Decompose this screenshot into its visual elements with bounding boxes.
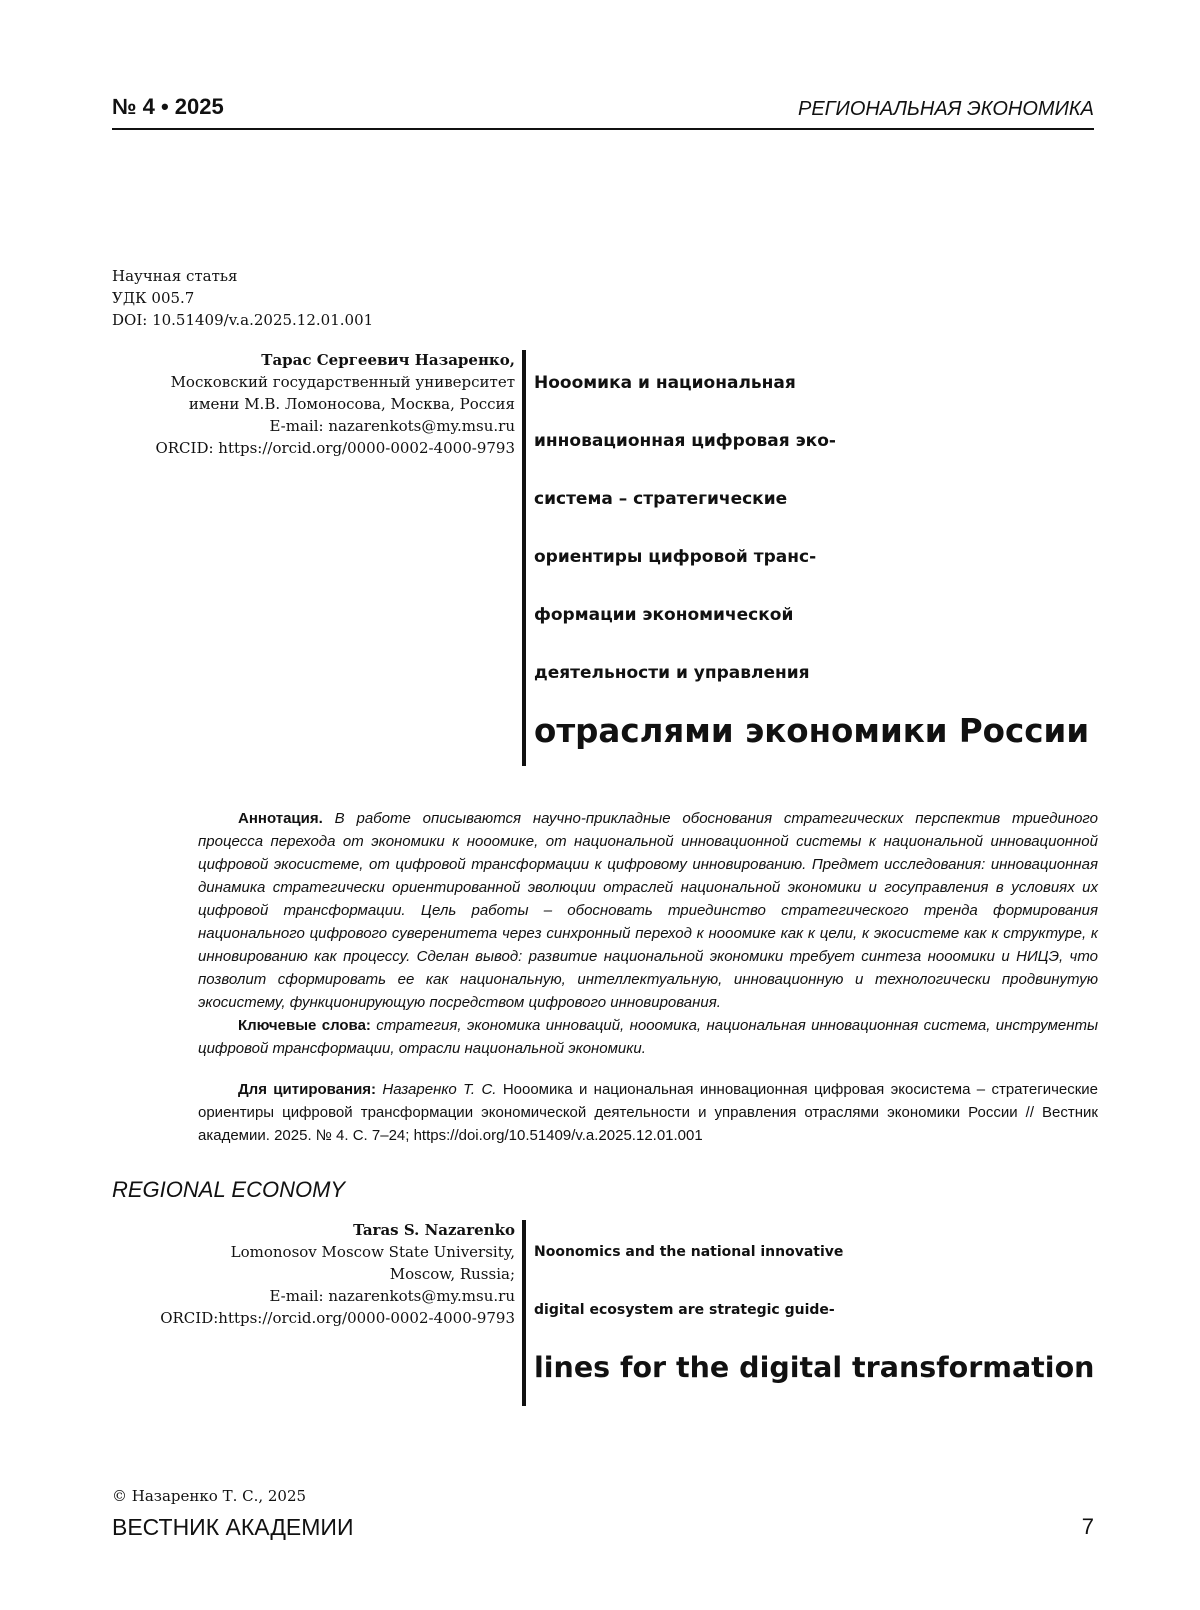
title-line: ориентиры цифровой транс- — [534, 547, 817, 567]
author-block-ru — [112, 349, 515, 459]
author-email[interactable]: E-mail: nazarenkots@my.msu.ru — [269, 417, 515, 435]
page-number: 7 — [1081, 1514, 1094, 1539]
copyright: © Назаренко Т. С., 2025 — [112, 1487, 307, 1505]
author-orcid-en[interactable]: ORCID:https://orcid.org/0000-0002-4000-9793 — [160, 1309, 515, 1327]
title-line: Нооомика и национальная — [534, 373, 796, 393]
title-line: отраслями экономики России — [534, 712, 1090, 750]
author-affiliation-en: Lomonosov Moscow State University, — [230, 1243, 515, 1261]
title-line: формации экономической — [534, 605, 794, 625]
abstract-text: В работе описываются научно-прикладные обоснования стратегических перспектив триединого процесса перехода от экономики к нооомике, от национальной инновационной системы к национальной инновационной цифровой экосистеме, от цифровой трансформации к цифровому инновированию. Предмет исследования: инновационная динамика стратегически ориентированной эволюции отраслей национальной экономики и госуправления в условиях их цифровой трансформации. Цель работы – обосновать триединство стратегического тренда формирования национального цифрового суверенитета через синхронный переход к нооомике как к цели, к экосистеме как к структуре, к инновированию как процессу. Сделан вывод: развитие национальной экономики требует синтеза нооомики и НИЦЭ, что позволит сформировать ее как национальную, интеллектуальную, инновационную и технологически продвинутую экосистему, функционирующую посредством цифрового инновирования. — [198, 810, 1098, 1011]
title-line-en: digital ecosystem are strategic guide- — [534, 1302, 835, 1318]
author-affiliation-en: Moscow, Russia; — [389, 1265, 515, 1283]
citation-author: Назаренко Т. С. — [382, 1081, 497, 1098]
title-line: система – стратегические — [534, 489, 788, 509]
udc-code: УДК 005.7 — [112, 289, 195, 307]
article-type: Научная статья — [112, 267, 238, 285]
keywords-label: Ключевые слова: — [238, 1017, 371, 1034]
citation-label: Для цитирования: — [238, 1081, 377, 1098]
abstract-label: Аннотация. — [238, 810, 323, 827]
article-title-ru — [534, 354, 1089, 760]
title-line-en: lines for the digital transformation — [534, 1351, 1095, 1384]
journal-name: ВЕСТНИК АКАДЕМИИ — [112, 1514, 354, 1540]
title-line: инновационная цифровая эко- — [534, 431, 836, 451]
author-affiliation: имени М.В. Ломоносова, Москва, Россия — [188, 395, 515, 413]
title-line: деятельности и управления — [534, 663, 810, 683]
citation-text: Нооомика и национальная инновационная цифровая экосистема – стратегические ориентиры цифровой трансформации экономической деятельности и управления отраслями экономики России // Вестник академии. 2025. № 4. С. 7–24; https://doi.org/10.51409/v.a.2025.12.01.001 — [198, 1081, 1099, 1144]
author-affiliation: Московский государственный университет — [170, 373, 515, 391]
journal-section: РЕГИОНАЛЬНАЯ ЭКОНОМИКА — [798, 98, 1094, 120]
author-name-en: Taras S. Nazarenko — [353, 1221, 515, 1239]
article-title-en — [534, 1223, 1094, 1397]
author-name: Тарас Сергеевич Назаренко, — [261, 351, 515, 369]
abstract — [198, 807, 1098, 1060]
author-orcid[interactable]: ORCID: https://orcid.org/0000-0002-4000-9793 — [155, 439, 515, 457]
title-line-en: Noonomics and the national innovative — [534, 1244, 844, 1260]
regional-economy-heading: REGIONAL ECONOMY — [112, 1177, 346, 1202]
title-bar — [522, 350, 526, 766]
header-divider — [112, 128, 1094, 130]
doi: DOI: 10.51409/v.a.2025.12.01.001 — [112, 311, 374, 329]
citation — [198, 1078, 1098, 1147]
issue-number: № 4 • 2025 — [112, 94, 224, 119]
keywords-text: стратегия, экономика инноваций, нооомика, национальная инновационная система, инструменты цифровой трансформации, отрасли национальной экономики. — [198, 1017, 1098, 1057]
title-bar-en — [522, 1220, 526, 1406]
article-meta — [112, 265, 373, 331]
author-email-en[interactable]: E-mail: nazarenkots@my.msu.ru — [269, 1287, 515, 1305]
author-block-en — [112, 1219, 515, 1329]
